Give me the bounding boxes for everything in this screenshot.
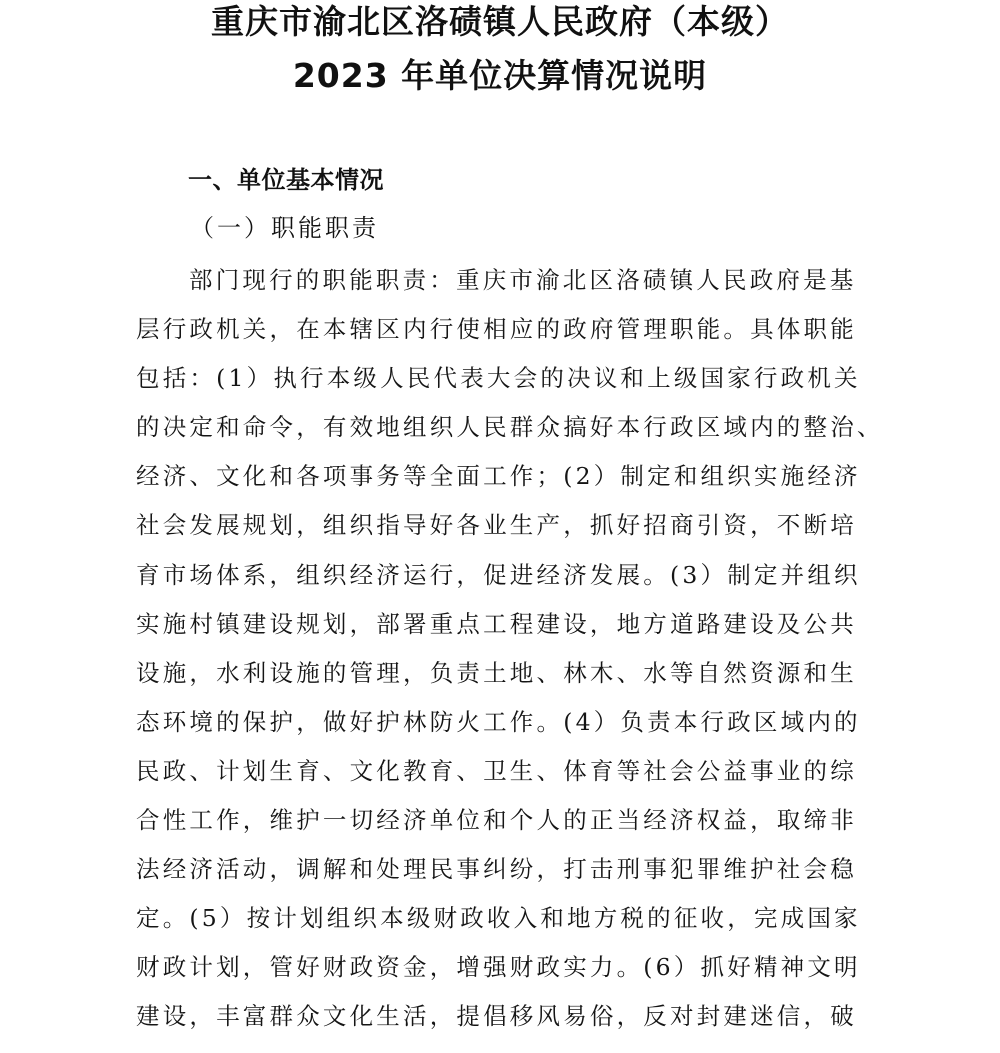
paragraph-line: 社会发展规划，组织指导好各业生产，抓好招商引资，不断培 — [136, 511, 857, 539]
paragraph-line: 合性工作，维护一切经济单位和个人的正当经济权益，取缔非 — [136, 806, 857, 834]
paragraph-line: 民政、计划生育、文化教育、卫生、体育等社会公益事业的综 — [136, 757, 857, 785]
paragraph-line: 包括：(1）执行本级人民代表大会的决议和上级国家行政机关 — [136, 364, 861, 392]
paragraph-line: 法经济活动，调解和处理民事纠纷，打击刑事犯罪维护社会稳 — [136, 855, 857, 883]
paragraph-line: 建设，丰富群众文化生活，提倡移风易俗，反对封建迷信，破 — [136, 1002, 857, 1030]
section-heading-basic-info: 一、单位基本情况 — [188, 166, 384, 194]
paragraph-line: 态环境的保护，做好护林防火工作。(4）负责本行政区域内的 — [136, 708, 861, 736]
subsection-heading-functions: （一）职能职责 — [190, 214, 379, 242]
document-title-line-1: 重庆市渝北区洛碛镇人民政府（本级） — [211, 2, 789, 41]
document-title-line-2: 2023 年单位决算情况说明 — [292, 56, 708, 95]
paragraph-line: 设施，水利设施的管理，负责土地、林木、水等自然资源和生 — [136, 659, 857, 687]
paragraph-line: 定。(5）按计划组织本级财政收入和地方税的征收，完成国家 — [136, 904, 861, 932]
paragraph-line: 部门现行的职能职责：重庆市渝北区洛碛镇人民政府是基 — [189, 266, 857, 294]
paragraph-line: 层行政机关，在本辖区内行使相应的政府管理职能。具体职能 — [136, 315, 857, 343]
paragraph-line: 实施村镇建设规划，部署重点工程建设，地方道路建设及公共 — [136, 610, 857, 638]
paragraph-line: 的决定和命令，有效地组织人民群众搞好本行政区域内的整治、 — [136, 413, 884, 441]
paragraph-line: 育市场体系，组织经济运行，促进经济发展。(3）制定并组织 — [136, 561, 861, 589]
paragraph-line: 经济、文化和各项事务等全面工作；(2）制定和组织实施经济 — [136, 462, 861, 490]
paragraph-line: 财政计划，管好财政资金，增强财政实力。(6）抓好精神文明 — [136, 953, 861, 981]
